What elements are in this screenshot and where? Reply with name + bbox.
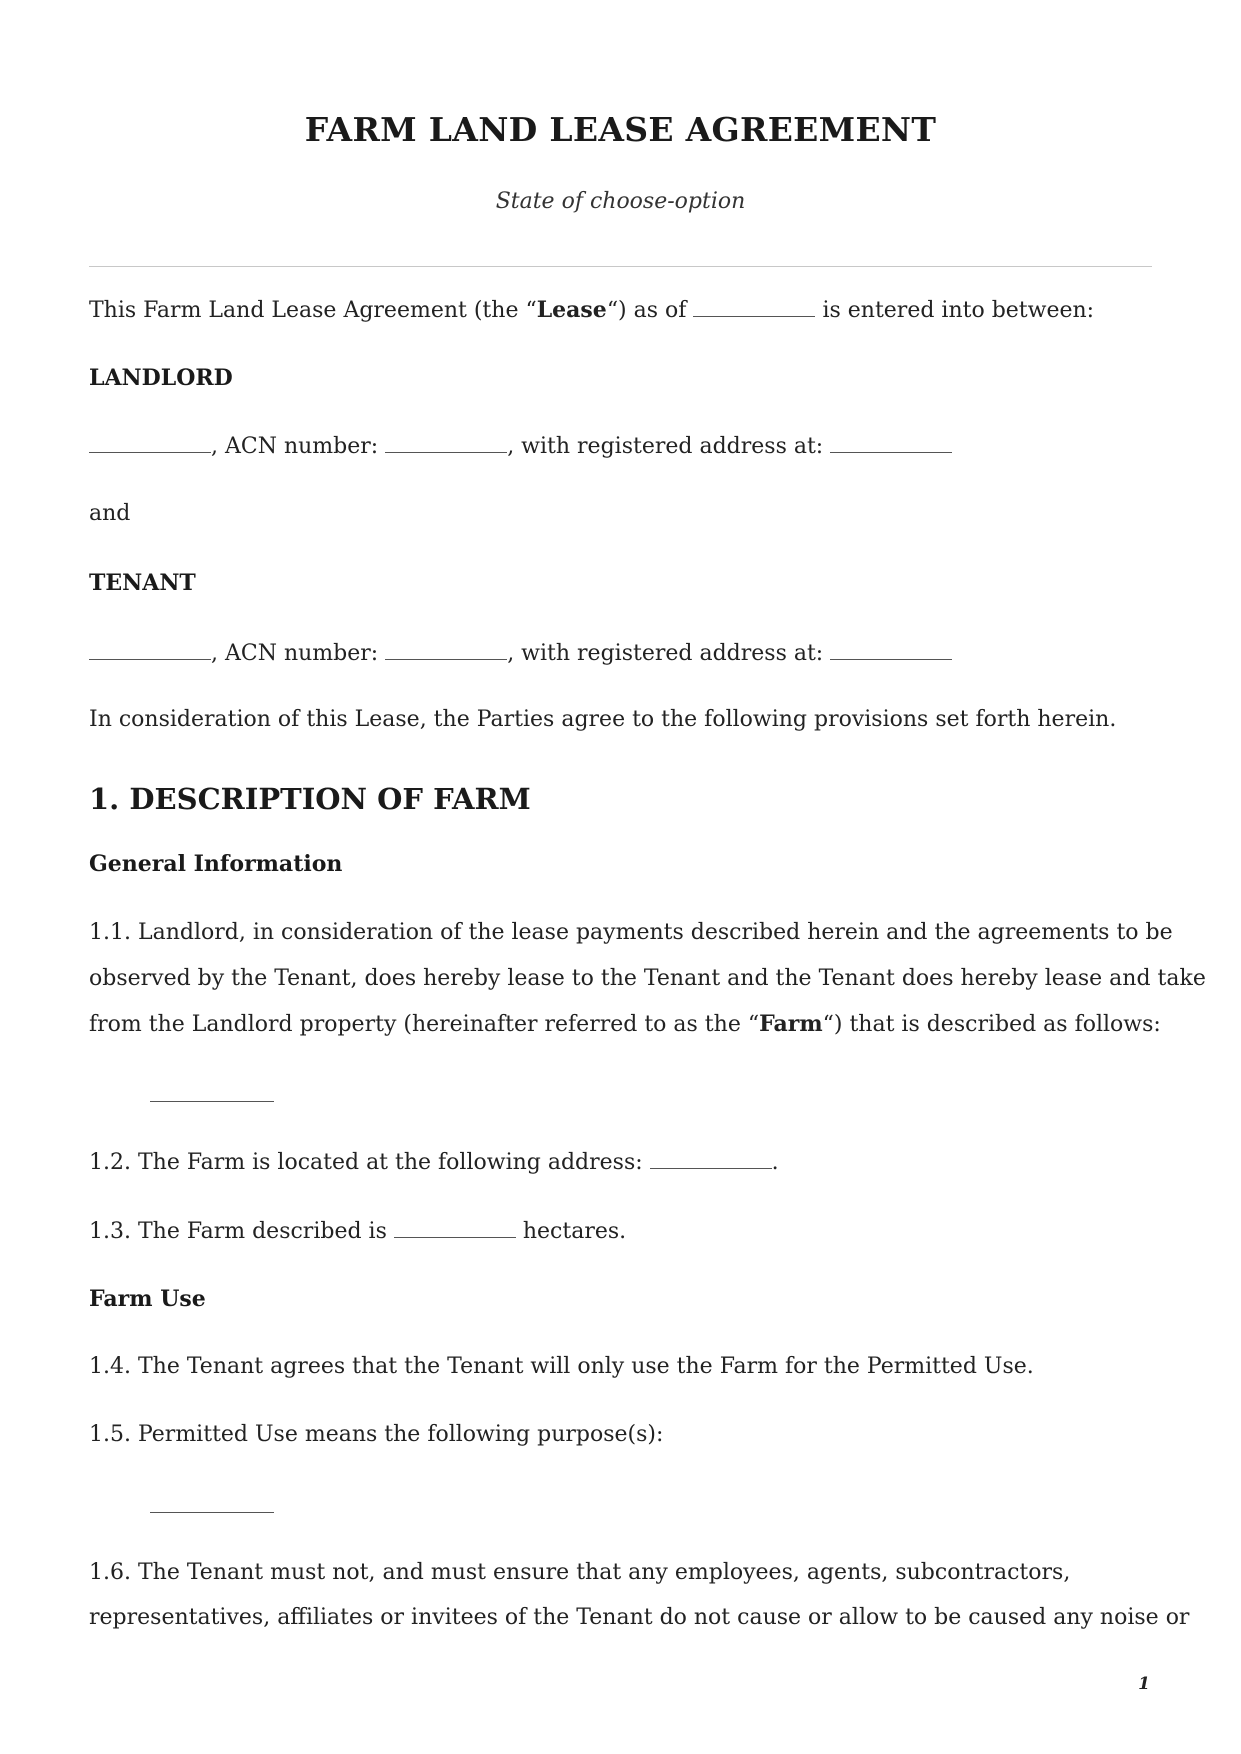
- clause-1-5: 1.5. Permitted Use means the following purpose(s):: [89, 1422, 664, 1447]
- tenant-address-blank[interactable]: [830, 641, 952, 660]
- tenant-name-blank[interactable]: [89, 641, 211, 660]
- farm-use-heading: Farm Use: [89, 1286, 206, 1312]
- landlord-name-blank[interactable]: [89, 434, 211, 453]
- tenant-acn-blank[interactable]: [385, 641, 507, 660]
- page-number: 1: [1138, 1674, 1150, 1694]
- clause-1-3-post: hectares.: [522, 1219, 627, 1244]
- document-title: FARM LAND LEASE AGREEMENT: [304, 110, 937, 149]
- clause-1-1-line-2: observed by the Tenant, does hereby lease to the Tenant and the Tenant does hereby lease and take: [89, 966, 1206, 991]
- tenant-heading: TENANT: [89, 570, 196, 596]
- consideration-paragraph: In consideration of this Lease, the Parties agree to the following provisions set forth herein.: [89, 707, 1117, 732]
- farm-term: Farm: [759, 1011, 823, 1037]
- clause-1-3: [89, 1219, 626, 1243]
- clause-1-2-pre: 1.2. The Farm is located at the following address:: [89, 1150, 643, 1175]
- farm-address-blank[interactable]: [650, 1150, 772, 1169]
- lease-term: Lease: [536, 297, 607, 323]
- tenant-address-label: , with registered address at:: [507, 641, 824, 666]
- intro-text-mid: “) as of: [606, 298, 687, 323]
- section-1-heading: 1. DESCRIPTION OF FARM: [89, 782, 531, 816]
- farm-hectares-blank[interactable]: [394, 1219, 516, 1238]
- date-blank[interactable]: [693, 298, 815, 317]
- intro-text-pre: This Farm Land Lease Agreement (the “: [89, 298, 537, 323]
- clause-1-1-line-1: 1.1. Landlord, in consideration of the lease payments described herein and the agreements to be: [89, 920, 1173, 945]
- intro-paragraph: [89, 298, 1094, 322]
- and-word: and: [89, 501, 131, 526]
- clause-1-1-line-3-pre: from the Landlord property (hereinafter referred to as the “: [89, 1012, 760, 1037]
- clause-1-2: [89, 1150, 779, 1174]
- landlord-heading: LANDLORD: [89, 365, 233, 391]
- clause-1-1-line-3-post: “) that is described as follows:: [822, 1012, 1161, 1037]
- clause-1-1-line-3: [89, 1013, 1161, 1036]
- landlord-party-line: [89, 434, 952, 458]
- landlord-acn-blank[interactable]: [385, 434, 507, 453]
- clause-1-4: 1.4. The Tenant agrees that the Tenant will only use the Farm for the Permitted Use.: [89, 1354, 1034, 1379]
- document-subtitle: State of choose-option: [495, 189, 746, 214]
- clause-1-3-pre: 1.3. The Farm described is: [89, 1219, 387, 1244]
- clause-1-6-line-2: representatives, affiliates or invitees of the Tenant do not cause or allow to be caused any noise or: [89, 1605, 1190, 1630]
- permitted-use-blank[interactable]: [150, 1512, 274, 1513]
- clause-1-6-line-1: 1.6. The Tenant must not, and must ensure that any employees, agents, subcontractors,: [89, 1560, 1071, 1585]
- landlord-acn-label: , ACN number:: [211, 434, 379, 459]
- landlord-address-label: , with registered address at:: [507, 434, 824, 459]
- header-divider: [89, 266, 1152, 267]
- clause-1-2-post: .: [771, 1150, 779, 1175]
- farm-description-blank[interactable]: [150, 1101, 274, 1102]
- tenant-party-line: [89, 641, 952, 665]
- intro-text-post: is entered into between:: [822, 298, 1095, 323]
- general-information-heading: General Information: [89, 851, 343, 877]
- tenant-acn-label: , ACN number:: [211, 641, 379, 666]
- landlord-address-blank[interactable]: [830, 434, 952, 453]
